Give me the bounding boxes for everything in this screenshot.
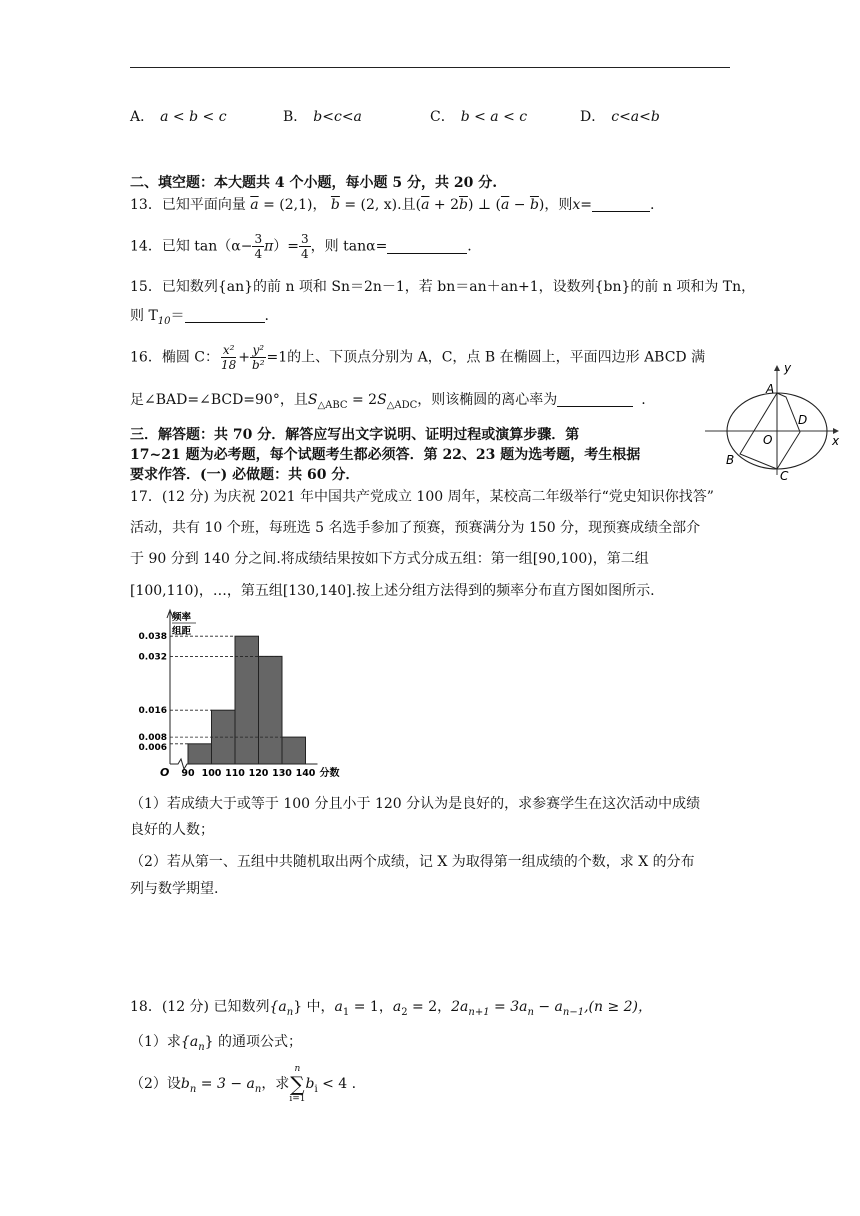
- svg-text:x: x: [832, 434, 840, 448]
- svg-text:D: D: [798, 413, 808, 427]
- svg-text:y: y: [784, 361, 792, 375]
- question-16-line2: 足∠BAD=∠BCD=90°，且$S_{\triangle ABC} = 2S_{\triangle ADC}$，则该椭圆的离心率为 .: [130, 392, 646, 411]
- question-18-part2: （2）设$b_n = 3 - a_n$，求 n ∑ i=1 $b_i < 4$ .: [130, 1064, 357, 1104]
- option-a: A． a < b < c: [130, 109, 227, 125]
- x-axis-label: 分数: [319, 768, 340, 779]
- answer-blank-14: [387, 239, 467, 254]
- histogram-bar: [188, 744, 212, 764]
- histogram-bar: [235, 636, 259, 764]
- question-17-line1: 17．(12 分) 为庆祝 2021 年中国共产党成立 100 周年，某校高二年级举行“党史知识你找答”: [130, 489, 714, 505]
- question-17-part2a: （2）若从第一、五组中共随机取出两个成绩，记 X 为取得第一组成绩的个数，求 X 的分布: [130, 854, 695, 870]
- question-15: 15．已知数列{an}的前 n 项和 Sn＝2n－1，若 bn＝an＋an+1，设数列{bn}的前 n 项和为 Tn，: [130, 279, 756, 295]
- section3-line3: 要求作答．(一) 必做题：共 60 分．: [130, 467, 360, 483]
- svg-text:A: A: [766, 382, 775, 396]
- fraction: $\frac{\text{y²}}{\text{b²}}$: [252, 343, 265, 372]
- question-18-part1: （1）求$\{a_n\}$ 的通项公式；: [130, 1034, 302, 1053]
- option-c: C． b < a < c: [430, 109, 528, 125]
- x-tick-label: 100: [201, 768, 222, 779]
- section3-line2: 17~21 题为必考题，每个试题考生都必须答．第 22、23 题为选考题，考生根据: [130, 447, 641, 463]
- question-18: 18．(12 分) 已知数列$\{a_n\}$ 中，$a_1 = 1$，$a_2 = 2$，$2a_{n+1} = 3a_n - a_{n-1},(n \ge 2)$，: [130, 999, 653, 1018]
- fraction: $\frac{3}{4}$: [254, 232, 263, 261]
- origin-label: O: [160, 766, 170, 779]
- svg-text:B: B: [726, 453, 735, 467]
- svg-text:O: O: [763, 433, 773, 447]
- question-17-part1b: 良好的人数；: [130, 822, 214, 838]
- y-tick-label: 0.038: [138, 632, 167, 643]
- answer-blank-15: [185, 308, 265, 323]
- option-b: B． b<c<a: [283, 109, 362, 125]
- question-13: 13．已知平面向量 $\overline{a} = (2,1)$， $\overline{b} = (2$, x).且$(\overline{a} + 2\overline{b})$ ⊥ $(\overline{a} - \overline{b})$，则x= .: [130, 197, 655, 213]
- question-17-part2b: 列与数学期望.: [130, 881, 219, 897]
- y-tick-label: 0.006: [138, 742, 167, 753]
- question-15-line2: 则 $T_{10}=$ .: [130, 308, 269, 327]
- x-tick-label: 90: [181, 768, 195, 779]
- answer-blank-16: [557, 392, 633, 407]
- question-17-line2: 活动，共有 10 个班，每班选 5 名选手参加了预赛，预赛满分为 150 分，现预赛成绩全部介: [130, 520, 701, 536]
- x-tick-label: 140: [295, 768, 316, 779]
- question-17-line4: [100,110)，…，第五组[130,140].按上述分组方法得到的频率分布直方图如图所示.: [130, 583, 655, 599]
- option-d: D． c<a<b: [580, 109, 660, 125]
- x-tick-label: 120: [248, 768, 269, 779]
- fraction: $\frac{\text{x²}}{18}$: [221, 343, 237, 372]
- question-17-part1a: （1）若成绩大于或等于 100 分且小于 120 分认为是良好的，求参赛学生在这次活动中成绩: [130, 796, 701, 812]
- question-17-line3: 于 90 分到 140 分之间.将成绩结果按如下方式分成五组：第一组[90,100)，第二组: [130, 551, 649, 567]
- question-14: 14．已知 tan（α− $\frac{3}{4}$ π）= $\frac{3}{4}$ ，则 tanα= .: [130, 232, 472, 261]
- y-tick-label: 0.016: [138, 706, 167, 717]
- summation: n ∑ i=1: [289, 1064, 306, 1104]
- svg-text:C: C: [780, 469, 789, 483]
- y-tick-label: 0.032: [138, 652, 167, 663]
- fraction: $\frac{3}{4}$: [301, 232, 309, 261]
- y-tick-label: 0.008: [138, 733, 167, 744]
- ellipse-figure: [700, 360, 850, 485]
- answer-blank-13: [592, 197, 650, 212]
- histogram-bar: [282, 737, 306, 764]
- frequency-histogram: [128, 606, 368, 786]
- x-tick-label: 110: [225, 768, 245, 779]
- section2-heading: 二、填空题：本大题共 4 个小题，每小题 5 分，共 20 分.: [130, 175, 498, 191]
- y-label-top: 频率: [172, 612, 192, 623]
- histogram-bar: [259, 656, 283, 764]
- section3-line1: 三．解答题：共 70 分．解答应写出文字说明、证明过程或演算步骤．第: [130, 427, 580, 443]
- header-rule: [130, 67, 730, 68]
- y-label-bottom: 组距: [172, 626, 192, 637]
- x-tick-label: 130: [272, 768, 292, 779]
- question-16: 16．椭圆 C： $\frac{\text{x²}}{18}$ + $\frac{\text{y²}}{\text{b²}}$ =1的上、下顶点分别为 A，C，点 B 在椭圆上，平面四边形 ABCD 满: [130, 343, 706, 372]
